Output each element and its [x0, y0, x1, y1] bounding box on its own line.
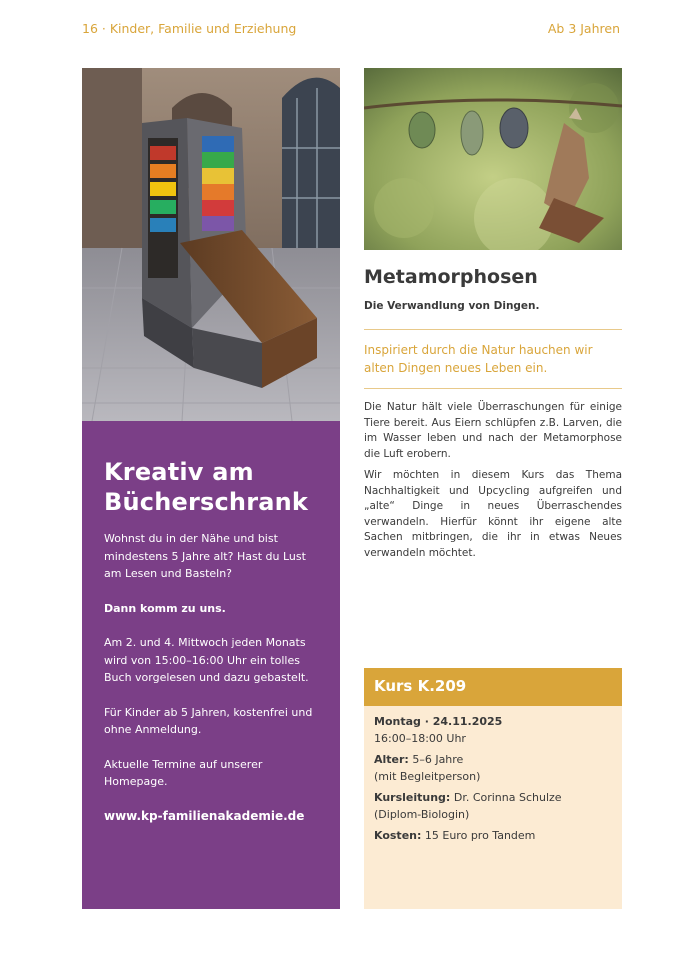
course-age-value: 5–6 Jahre: [412, 753, 464, 766]
article-title: Metamorphosen: [364, 266, 538, 288]
course-lead-note: (Diplom-Biologin): [374, 807, 470, 821]
course-date-block: [374, 714, 612, 747]
course-cost-value: 15 Euro pro Tandem: [424, 829, 536, 842]
article-subtitle: Die Verwandlung von Dingen.: [364, 300, 540, 312]
course-details: [364, 706, 622, 909]
divider-top: [364, 329, 622, 330]
event-invite: Dann komm zu uns.: [104, 601, 226, 615]
course-age-block: [374, 752, 612, 785]
course-cost-block: [374, 828, 612, 845]
event-audience: Für Kinder ab 5 Jahren, kostenfrei und ohne Anmeldung.: [104, 705, 313, 736]
course-lead-value: Dr. Corinna Schulze: [453, 791, 562, 804]
article-tagline: Inspiriert durch die Natur hauchen wir alten Dingen neues Leben ein.: [364, 343, 593, 375]
course-cost-label: Kosten:: [374, 829, 422, 842]
event-title: Kreativ am Bücherschrank: [104, 458, 309, 516]
course-label: Kurs K.209: [364, 668, 622, 706]
course-date: Montag · 24.11.2025: [374, 715, 503, 728]
course-lead-block: [374, 790, 612, 823]
website-link[interactable]: www.kp-familienakademie.de: [104, 808, 305, 823]
age-range-header: Ab 3 Jahren: [547, 21, 620, 36]
course-time: 16:00–18:00 Uhr: [374, 731, 466, 745]
article-paragraph-1: Die Natur hält viele Überraschungen für einige Tiere bereit. Aus Eiern schlüpfen z.B. Larven, die im Wasser leben und nach der Metamorphose die Luft erobern.: [364, 401, 622, 460]
event-schedule: Am 2. und 4. Mittwoch jeden Monats wird von 15:00–16:00 Uhr ein tolles Buch vorgelesen und dazu gebastelt.: [104, 636, 309, 684]
chrysalis-photo: [364, 68, 622, 250]
article-body: [364, 400, 622, 567]
course-lead-label: Kursleitung:: [374, 791, 451, 804]
event-homepage-note: Aktuelle Termine auf unserer Homepage.: [104, 757, 263, 788]
divider-bottom: [364, 388, 622, 389]
bookcase-photo: [82, 68, 340, 421]
bookcase-illustration: [82, 68, 340, 421]
article-paragraph-2: Wir möchten in diesem Kurs das Thema Nachhaltigkeit und Upcycling aufgreifen und „alte“ Dinge in neues Überraschendes verwandeln. Hierfür könnt ihr eigene alte Sachen mitbringen, die ihr in etwas Neues verwandeln möchtet.: [364, 469, 622, 559]
event-intro: Wohnst du in der Nähe und bist mindestens 5 Jahre alt? Hast du Lust am Lesen und Basteln?: [104, 532, 306, 580]
chrysalis-illustration: [364, 68, 622, 250]
event-info-box: [82, 421, 340, 909]
course-age-label: Alter:: [374, 753, 409, 766]
course-age-note: (mit Begleitperson): [374, 769, 481, 783]
section-header: 16 · Kinder, Familie und Erziehung: [82, 21, 297, 36]
